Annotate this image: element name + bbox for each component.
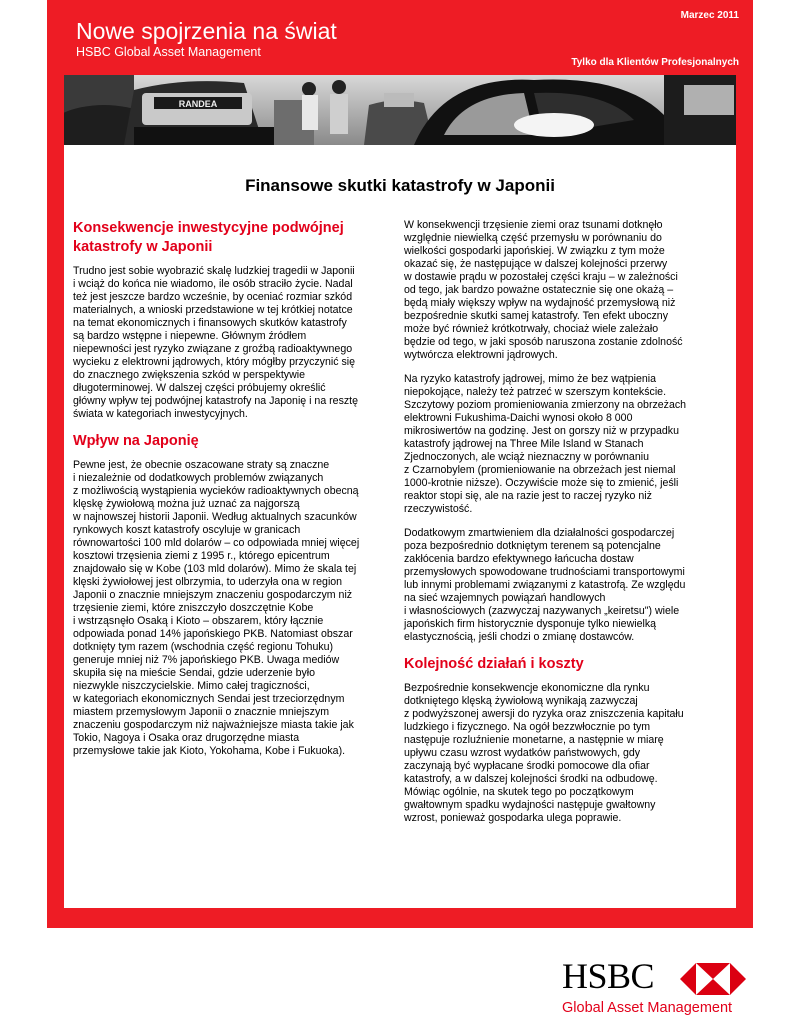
publication-date: Marzec 2011 [680,10,739,21]
header-photo [64,75,736,145]
right-column [404,219,716,836]
industry-paragraph: W konsekwencji trzęsienie ziemi oraz tsunami dotknęło względnie niewielką część przemysłu w porównaniu do wielkości gospodarki japońskiej. W związku z tym może okazać się, że następujące w dalszej kolejności przerwy w dostawie prądu w pozostałej części kraju – w zależności od tego, jak bardzo poważne ostatecznie się one okażą – będą miały większy wpływ na wydajność przemysłową niż bezpośrednie skutki samej katastrofy. Ten efekt uboczny może być również krótkotrwały, chociaż wiele zależało będzie od tego, w jaki sposób naruszona zostanie zdolność wytwórcza elektrowni jądrowych. [404,219,683,361]
hsbc-hexagon-icon [680,963,746,995]
section-heading-impact-on-japan: Wpływ na Japonię [73,433,199,449]
document-title: Finansowe skutki katastrofy w Japonii [245,176,555,195]
hsbc-wordmark: HSBC [562,956,655,996]
content-panel [64,145,736,908]
taxi-sign-text: RANDEA [178,99,218,109]
costs-paragraph: Bezpośrednie konsekwencje ekonomiczne dla rynku dotkniętego klęską żywiołową wynikają zazwyczaj z podwyższonej awersji do ryzyka oraz zniszczenia kapitału ludzkiego i fizycznego. Na ogół bezzwłocznie po tym następuje rozluźnienie monetarne, a następnie w miarę upływu czasu wzrost wydatków państwowych, gdy zaczynają być wypłacane środki pomocowe dla ofiar katastrofy, a w dalszej kolejności środki na odbudowę. Mówiąc ogólnie, na skutek tego po początkowym gwałtownym spadku wydajności następuje gwałtowny wzrost, ponieważ gospodarka ulega poprawie. [404,682,684,824]
intro-paragraph: Trudno jest sobie wyobrazić skalę ludzkiej tragedii w Japonii i wciąż do końca nie wiadomo, ile osób straciło życie. Nadal też jest jeszcze bardzo wcześnie, by oceniać rozmiar szkód materialnych, a wnioski przedstawione w tej krótkiej notatce na temat ekonomicznych i finansowych skutków katastrofy są bardzo wstępne i niepewne. Głównym źródłem niepewności jest ryzyko związane z groźbą radioaktywnego wycieku z elektrowni jądrowych, który mógłby przyczynić się do znacznego zwiększenia szkód w perspektywie długoterminowej. W dalszej części próbujemy określić główny wpływ tej podwójnej katastrofy na Japonię i na resztę świata w kategoriach inwestycyjnych. [73,265,359,420]
impact-paragraph: Pewne jest, że obecnie oszacowane straty są znaczne i niezależnie od dodatkowych problemów związanych z możliwością wystąpienia wycieków radioaktywnych obecną klęskę żywiołową można już uznać za najgorszą w najnowszej historii Japonii. Według aktualnych szacunków rynkowych koszt katastrofy oscyluje w granicach równowartości 100 mld dolarów – co odpowiada mniej więcej kosztowi trzęsienia ziemi z 1995 r., którego epicentrum znajdowało się w Kobe (103 mld dolarów). Mimo że skala tej klęski żywiołowej jest olbrzymia, to uderzyła ona w region Japonii o znacznie mniejszym znaczeniu gospodarczym niż trzęsienie ziemi, które zniszczyło doszczętnie Kobe i wstrząsnęło Osaką i Kioto – obszarem, który łącznie odpowiada ponad 14% japońskiego PKB. Natomiast obszar dotknięty tym razem (wschodnia część regionu Tohuku) generuje mniej niż 7% japońskiego PKB. Uwaga mediów skupiła się na mieście Sendai, gdzie uderzenie było niezwykle niszczycielskie. Mimo całej tragiczności, w kategoriach ekonomicznych Sendai jest trzeciorzędnym miastem przemysłowym Japonii o znacznie mniejszym znaczeniu gospodarczym niż najważniejsze miasta takie jak Tokio, Nagoya i Osaka oraz drugorzędne miasta przemysłowe takie jak Kioto, Yokohama, Kobe i Fukuoka). [73,459,360,757]
audience-label: Tylko dla Klientów Profesjonalnych [571,57,739,68]
newsletter-subtitle: HSBC Global Asset Management [76,45,261,59]
nuclear-risk-paragraph: Na ryzyko katastrofy jądrowej, mimo że bez wątpienia niepokojące, należy też patrzeć w szerszym kontekście. Szczytowy poziom promieniowania zmierzony na obrzeżach elektrowni Fukushima-Daichi wynosi około 8 000 mikrosiwertów na godzinę. Jest on gorszy niż w przypadku katastrofy jądrowej na Three Mile Island w Stanach Zjednoczonych, ale wciąż nieznaczny w porównaniu z Czarnobylem (promieniowanie na obrzeżach jest niemal 1000-krotnie niższe). Oczywiście może się to zmienić, jeśli reaktor stopi się, ale na razie jest to raczej ryzyko niż rzeczywistość. [404,373,687,515]
left-column [73,219,375,769]
section-heading-investment-consequences: Konsekwencje inwestycyjne podwójnej katastrofy w Japonii [73,220,344,255]
section-heading-sequence-and-costs: Kolejność działań i koszty [404,656,584,672]
supply-chain-paragraph: Dodatkowym zmartwieniem dla działalności gospodarczej poza bezpośrednio dotkniętym terenem są potencjalne zakłócenia bardzo efektywnego łańcucha dostaw przemysłowych spowodowane trudnościami transportowymi lub innymi problemami związanymi z katastrofą. Ze względu na sieć wzajemnych powiązań handlowych i własnościowych (zazwyczaj nazywanych „keiretsu") wiele japońskich firm historycznie dysponuje tylko niewielką elastycznością, jeśli chodzi o zmianę dostawców. [404,527,686,643]
newsletter-title: Nowe spojrzenia na świat [76,18,337,44]
hsbc-logo [562,956,747,996]
footer-subtitle: Global Asset Management [562,1000,733,1016]
